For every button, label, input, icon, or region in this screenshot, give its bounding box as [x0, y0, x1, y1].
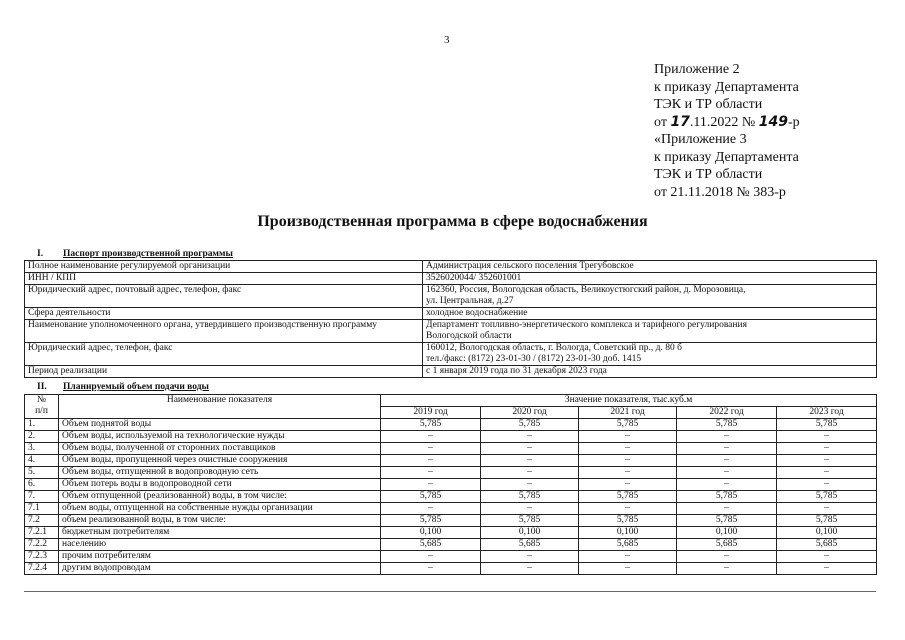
row-value: –	[777, 551, 877, 563]
row-number: 7.2.1	[25, 527, 59, 539]
passport-row	[25, 261, 877, 273]
row-value: 5,785	[777, 491, 877, 503]
header-year: 2023 год	[777, 407, 877, 419]
row-value: –	[579, 467, 677, 479]
row-value: –	[381, 443, 481, 455]
passport-label: Юридический адрес, почтовый адрес, телефон, факс	[25, 285, 423, 308]
document-title: Производственная программа в сфере водоснабжения	[257, 213, 648, 230]
order-suffix: -р	[788, 114, 800, 130]
approval-line: Приложение 2	[654, 62, 740, 77]
passport-row	[25, 320, 877, 343]
row-value: –	[481, 563, 579, 575]
row-indicator-name: бюджетным потребителям	[59, 527, 381, 539]
row-value: –	[777, 479, 877, 491]
table-row	[25, 527, 877, 539]
row-indicator-name: Объем воды, полученной от сторонних поставщиков	[59, 443, 381, 455]
row-value: 5,785	[381, 491, 481, 503]
section-heading-passport	[37, 249, 233, 259]
row-value: 0,100	[381, 527, 481, 539]
row-value: –	[777, 431, 877, 443]
table-row	[25, 491, 877, 503]
row-value: 0,100	[481, 527, 579, 539]
row-value: –	[579, 563, 677, 575]
row-number: 7.2.3	[25, 551, 59, 563]
row-number: 6.	[25, 479, 59, 491]
row-value: –	[381, 551, 481, 563]
row-indicator-name: другим водопроводам	[59, 563, 381, 575]
approval-line: к приказу Департамента	[654, 79, 799, 95]
row-value: 5,685	[677, 539, 777, 551]
table-row	[25, 479, 877, 491]
header-year: 2020 год	[481, 407, 579, 419]
row-value: –	[677, 431, 777, 443]
approval-line: ТЭК и ТР области	[654, 97, 763, 112]
row-value: –	[677, 443, 777, 455]
row-value: –	[481, 443, 579, 455]
row-value: 0,100	[579, 527, 677, 539]
section-heading-volume	[37, 382, 209, 392]
row-value: –	[677, 479, 777, 491]
row-indicator-name: Объем воды, отпущенной в водопроводную сеть	[59, 467, 381, 479]
row-number: 7.2	[25, 515, 59, 527]
passport-value: 160012, Вологодская область, г. Вологда, Советский пр., д. 80 б тел./факс: (8172) 23-01-30 / (8172) 23-01-30 доб. 1415	[423, 343, 877, 366]
row-value: –	[381, 467, 481, 479]
table-row	[25, 419, 877, 431]
section-number: I.	[37, 249, 44, 259]
row-value: –	[381, 503, 481, 515]
row-value: –	[579, 431, 677, 443]
row-value: 5,785	[777, 515, 877, 527]
row-value: –	[777, 467, 877, 479]
row-value: –	[481, 551, 579, 563]
page-number: 3	[444, 34, 450, 46]
section-title: Планируемый объем подачи воды	[63, 382, 209, 392]
row-number: 3.	[25, 443, 59, 455]
passport-value: Департамент топливно-энергетического комплекса и тарифного регулирования Вологодской области	[423, 320, 877, 343]
row-value: –	[677, 563, 777, 575]
row-value: 5,785	[579, 491, 677, 503]
row-value: 5,785	[481, 419, 579, 431]
passport-row	[25, 273, 877, 285]
approval-line: ТЭК и ТР области	[654, 167, 763, 182]
passport-label: Наименование уполномоченного органа, утвердившего производственную программу	[25, 320, 423, 343]
row-value: –	[677, 455, 777, 467]
row-value: –	[777, 455, 877, 467]
date-rest: .11.2022 №	[689, 114, 756, 130]
section-title: Паспорт производственной программы	[63, 249, 233, 259]
water-volume-table	[24, 394, 877, 575]
row-indicator-name: прочим потребителям	[59, 551, 381, 563]
row-indicator-name: Объем отпущенной (реализованной) воды, в том числе:	[59, 491, 381, 503]
row-number: 5.	[25, 467, 59, 479]
row-value: 5,785	[777, 419, 877, 431]
header-year: 2022 год	[677, 407, 777, 419]
date-prefix: от	[654, 114, 667, 130]
header-number: № п/п	[25, 395, 59, 419]
row-value: –	[677, 503, 777, 515]
row-value: –	[777, 443, 877, 455]
table-row	[25, 443, 877, 455]
row-value: 0,100	[777, 527, 877, 539]
row-value: –	[381, 563, 481, 575]
row-value: 5,785	[381, 515, 481, 527]
row-indicator-name: Объем потерь воды в водопроводной сети	[59, 479, 381, 491]
approval-date-line	[654, 114, 800, 132]
row-value: 5,685	[579, 539, 677, 551]
row-value: –	[677, 551, 777, 563]
row-value: –	[777, 503, 877, 515]
table-row	[25, 551, 877, 563]
row-value: –	[677, 467, 777, 479]
row-value: 5,785	[677, 515, 777, 527]
row-value: –	[579, 551, 677, 563]
approval-line: к приказу Департамента	[654, 149, 799, 165]
approval-block	[654, 61, 800, 201]
row-number: 4.	[25, 455, 59, 467]
header-year: 2021 год	[579, 407, 677, 419]
row-number: 7.2.4	[25, 563, 59, 575]
row-value: 5,685	[481, 539, 579, 551]
row-value: 5,785	[481, 491, 579, 503]
table-row	[25, 563, 877, 575]
row-value: 5,685	[381, 539, 481, 551]
row-value: –	[381, 431, 481, 443]
passport-value: Администрация сельского поселения Трегубовское	[423, 261, 877, 273]
passport-table	[24, 260, 877, 378]
row-value: –	[579, 479, 677, 491]
row-value: –	[481, 455, 579, 467]
passport-label: Сфера деятельности	[25, 308, 423, 320]
bottom-divider	[24, 591, 876, 592]
row-value: 5,785	[381, 419, 481, 431]
header-indicator-name: Наименование показателя	[59, 395, 381, 419]
row-value: –	[381, 479, 481, 491]
row-number: 1.	[25, 419, 59, 431]
row-value: –	[579, 455, 677, 467]
passport-row	[25, 343, 877, 366]
table-row	[25, 455, 877, 467]
row-value: –	[481, 467, 579, 479]
row-indicator-name: населению	[59, 539, 381, 551]
row-value: –	[777, 563, 877, 575]
row-value: –	[381, 455, 481, 467]
passport-row	[25, 308, 877, 320]
row-indicator-name: Объем воды, используемой на технологические нужды	[59, 431, 381, 443]
table-row	[25, 503, 877, 515]
handwritten-day: 17	[670, 113, 690, 130]
row-number: 2.	[25, 431, 59, 443]
passport-value: 3526020044/ 352601001	[423, 273, 877, 285]
row-value: –	[481, 431, 579, 443]
table-row	[25, 431, 877, 443]
row-value: –	[481, 479, 579, 491]
passport-value: с 1 января 2019 года по 31 декабря 2023 года	[423, 366, 877, 378]
row-value: 5,685	[777, 539, 877, 551]
row-value: –	[579, 503, 677, 515]
approval-line: «Приложение 3	[654, 132, 747, 147]
header-values: Значение показателя, тыс.куб.м	[381, 395, 877, 407]
row-indicator-name: объем воды, отпущенной на собственные нужды организации	[59, 503, 381, 515]
row-value: 5,785	[677, 419, 777, 431]
table-row	[25, 539, 877, 551]
passport-label: Юридический адрес, телефон, факс	[25, 343, 423, 366]
passport-row	[25, 366, 877, 378]
row-value: 5,785	[579, 419, 677, 431]
passport-value: 162360, Россия, Вологодская область, Великоустюгский район, д. Морозовица, ул. Центральная, д.27	[423, 285, 877, 308]
row-value: 0,100	[677, 527, 777, 539]
row-indicator-name: Объем поднятой воды	[59, 419, 381, 431]
row-value: 5,785	[481, 515, 579, 527]
handwritten-order-number: 149	[758, 113, 788, 130]
row-value: 5,785	[677, 491, 777, 503]
passport-value: холодное водоснабжение	[423, 308, 877, 320]
passport-label: Полное наименование регулируемой организации	[25, 261, 423, 273]
row-value: –	[579, 443, 677, 455]
passport-label: ИНН / КПП	[25, 273, 423, 285]
row-number: 7.2.2	[25, 539, 59, 551]
row-value: 5,785	[579, 515, 677, 527]
approval-line: от 21.11.2018 № 383-р	[654, 184, 786, 200]
row-number: 7.1	[25, 503, 59, 515]
passport-label: Период реализации	[25, 366, 423, 378]
table-row	[25, 515, 877, 527]
row-indicator-name: объем реализованной воды, в том числе:	[59, 515, 381, 527]
passport-row	[25, 285, 877, 308]
table-row	[25, 467, 877, 479]
header-year: 2019 год	[381, 407, 481, 419]
row-number: 7.	[25, 491, 59, 503]
section-number: II.	[37, 382, 47, 392]
row-indicator-name: Объем воды, пропущенной через очистные сооружения	[59, 455, 381, 467]
row-value: –	[481, 503, 579, 515]
